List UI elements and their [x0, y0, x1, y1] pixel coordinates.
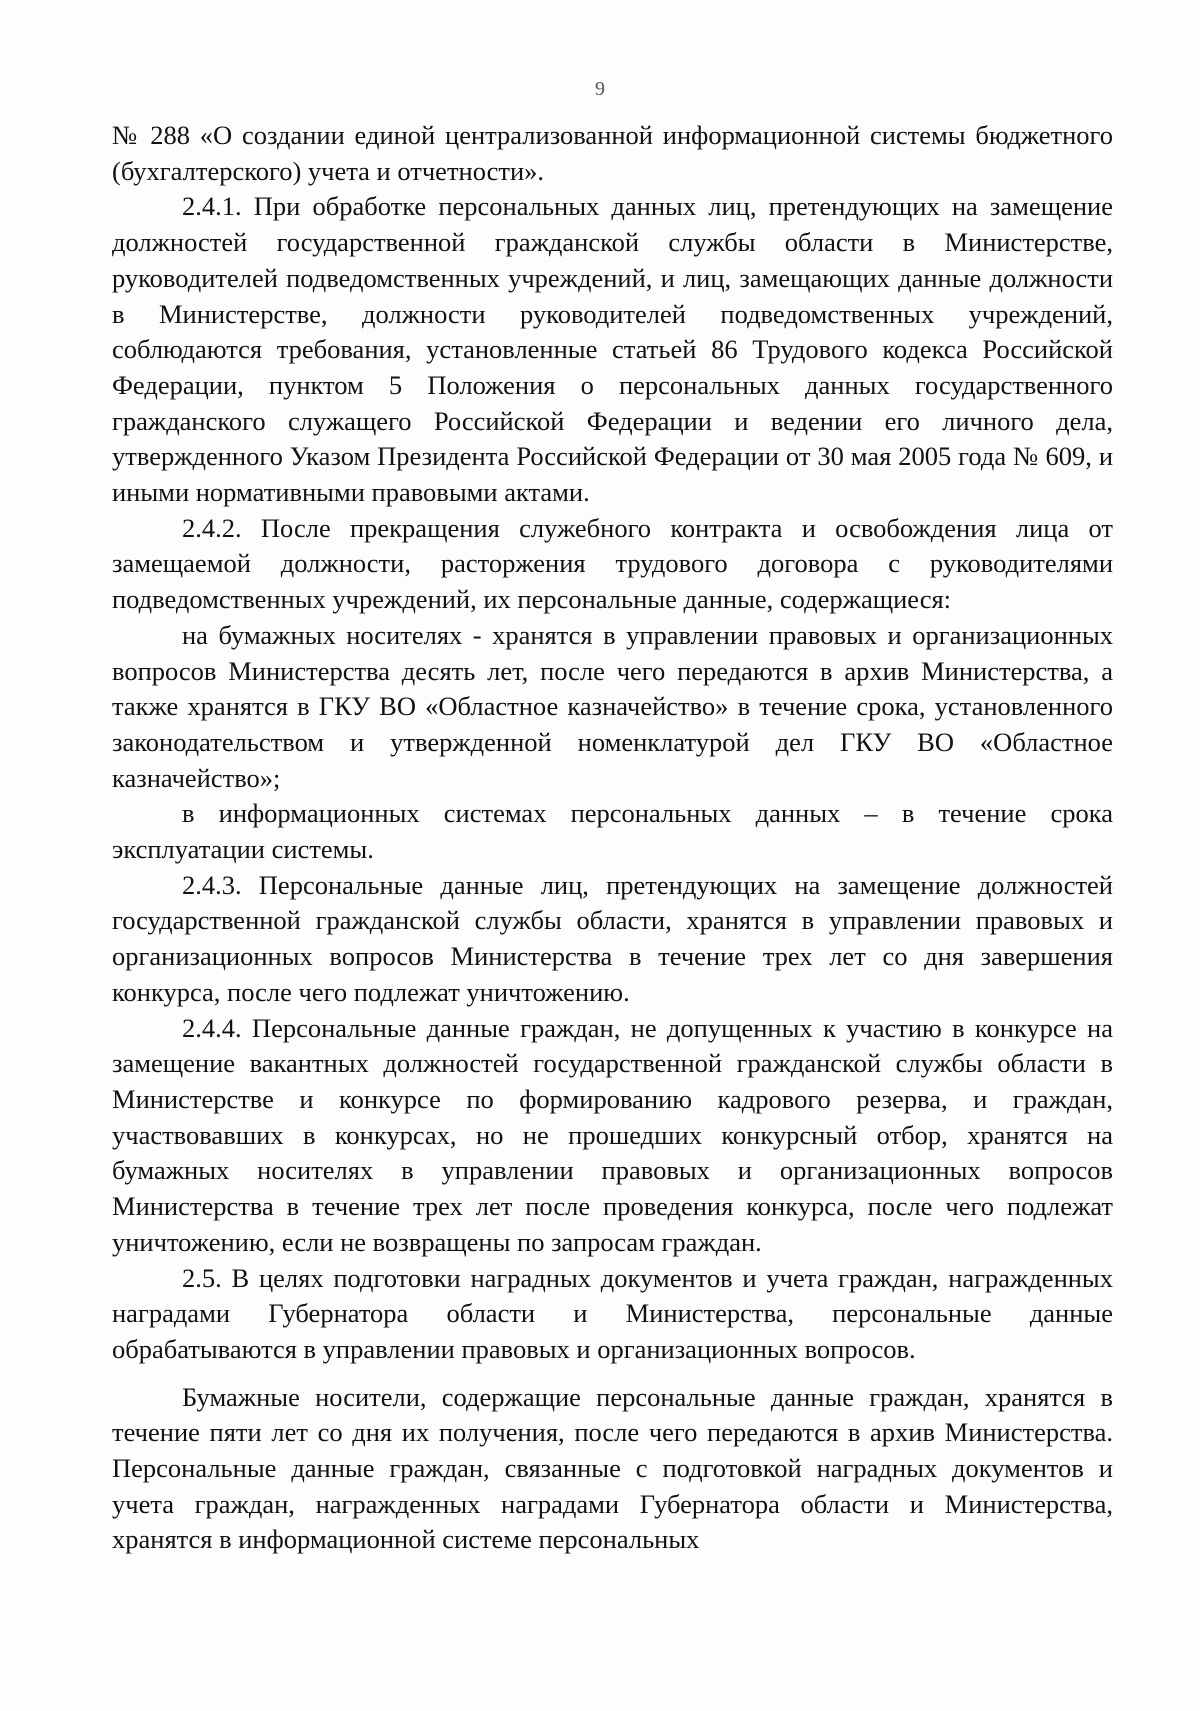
- paragraph-information-systems: в информационных системах персональных данных – в течение срока эксплуатации системы.: [112, 798, 1113, 865]
- paragraph-paper-media: на бумажных носителях - хранятся в управлении правовых и организационных вопросов Министерства десять лет, после чего передаются в архив Министерства, а также хранятся в ГКУ ВО «Областное казначейство» в течение срока, установленного законодательством и утвержденной номенклатурой дел ГКУ ВО «Областное казначейство»;: [112, 619, 1113, 793]
- paragraph-continuation: № 288 «О создании единой централизованной информационной системы бюджетного (бухгалтерского) учета и отчетности».: [112, 120, 1113, 186]
- paragraph-2-4-3: 2.4.3. Персональные данные лиц, претендующих на замещение должностей государственной гражданской службы области, хранятся в управлении правовых и организационных вопросов Министерства в течение трех лет со дня завершения конкурса, после чего подлежат уничтожению.: [112, 869, 1113, 1007]
- paragraph-paper-storage: Бумажные носители, содержащие персональные данные граждан, хранятся в течение пяти лет со дня их получения, после чего передаются в архив Министерства. Персональные данные граждан, связанные с подготовкой наградных документов и учета граждан, награжденных наградами Губернатора области и Министерства, хранятся в информационной системе персональных: [112, 1381, 1113, 1555]
- page-number: 9: [595, 78, 605, 100]
- document-text: [112, 118, 1113, 1558]
- paragraph-2-4-4: 2.4.4. Персональные данные граждан, не допущенных к участию в конкурсе на замещение вакантных должностей государственной гражданской службы области в Министерстве и конкурсе по формированию кадрового резерва, и граждан, участвовавших в конкурсах, но не прошедших конкурсный отбор, хранятся на бумажных носителях в управлении правовых и организационных вопросов Министерства в течение трех лет после проведения конкурса, после чего подлежат уничтожению, если не возвращены по запросам граждан.: [112, 1012, 1113, 1257]
- paragraph-2-4-2: 2.4.2. После прекращения служебного контракта и освобождения лица от замещаемой должности, расторжения трудового договора с руководителями подведомственных учреждений, их персональные данные, содержащиеся:: [112, 512, 1113, 615]
- paragraph-2-5: 2.5. В целях подготовки наградных документов и учета граждан, награжденных наградами Губернатора области и Министерства, персональные данные обрабатываются в управлении правовых и организационных вопросов.: [112, 1262, 1113, 1364]
- paragraph-2-4-1: 2.4.1. При обработке персональных данных лиц, претендующих на замещение должностей государственной гражданской службы области в Министерстве, руководителей подведомственных учреждений, и лиц, замещающих данные должности в Министерстве, должности руководителей подведомственных учреждений, соблюдаются требования, установленные статьей 86 Трудового кодекса Российской Федерации, пунктом 5 Положения о персональных данных государственного гражданского служащего Российской Федерации и ведении его личного дела, утвержденного Указом Президента Российской Федерации от 30 мая 2005 года № 609, и иными нормативными правовыми актами.: [112, 191, 1113, 508]
